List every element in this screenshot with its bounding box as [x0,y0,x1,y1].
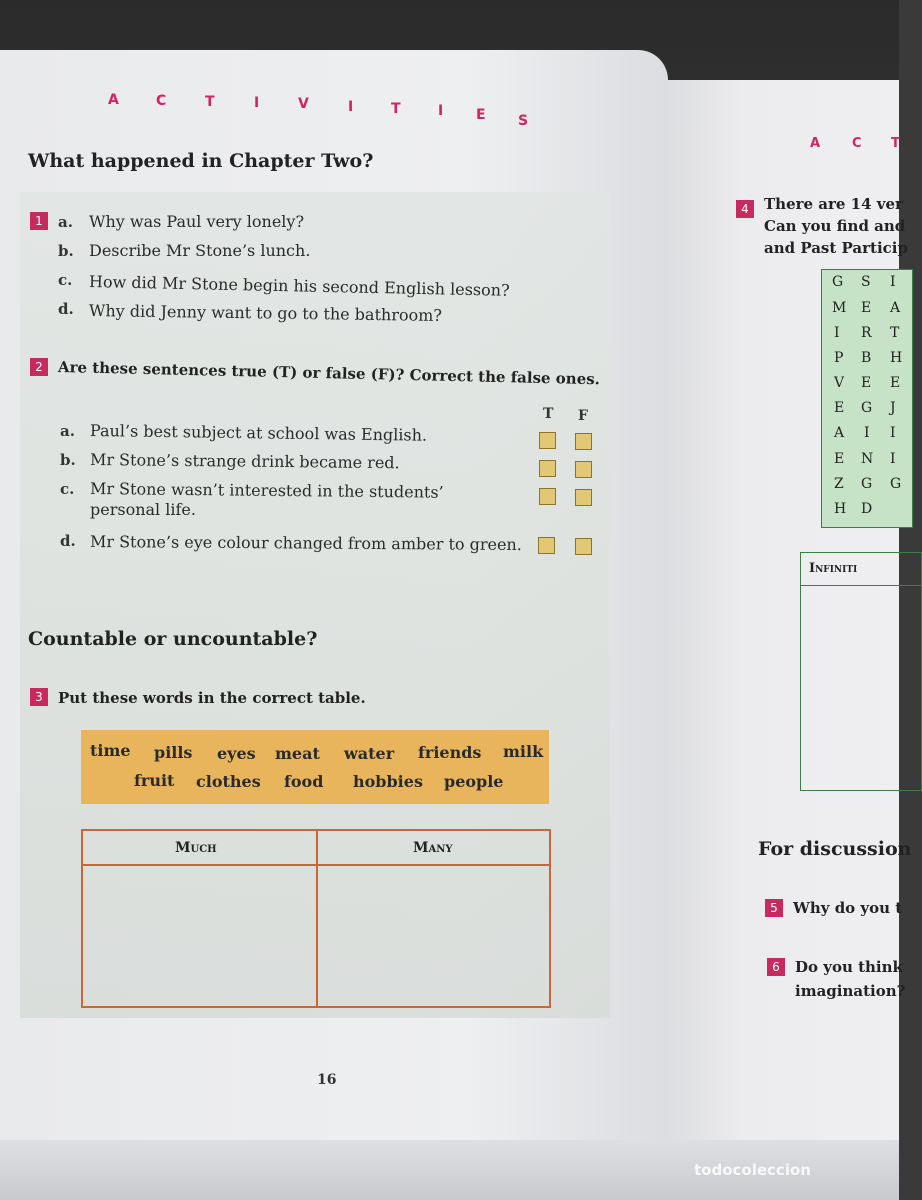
page-number: 16 [317,1072,337,1088]
true-checkbox-a[interactable] [539,432,556,449]
question-number-badge: 6 [767,958,785,976]
table-header-many: Many [413,840,453,856]
grid-row: I R T [834,325,900,341]
statement-text: Mr Stone wasn’t interested in the students’ [89,479,444,502]
true-column-header: T [543,406,554,422]
question-text: Describe Mr Stone’s lunch. [89,241,311,260]
grid-row: Z G G [834,476,902,492]
table-header-row [801,553,921,586]
word-chip: friends [418,743,482,762]
header-letter: E [476,107,486,123]
word-chip: water [344,744,395,763]
header-letter: C [156,93,167,109]
statement-text: Mr Stone’s eye colour changed from amber to green. [89,532,522,555]
question-text: Why did Jenny want to go to the bathroom? [88,301,443,325]
true-checkbox-d[interactable] [538,537,555,554]
header-letter: I [254,95,260,111]
grid-row: P B H [834,350,903,366]
item-letter: d. [58,300,74,318]
word-chip: clothes [196,772,261,791]
question-text: Do you think [795,958,903,976]
table-header-infinitive: Infiniti [809,561,858,576]
header-letter: A [810,136,821,151]
question-number-badge: 3 [30,688,48,706]
item-letter: b. [60,451,76,469]
header-letter: S [518,113,529,129]
question-text: There are 14 ver [764,195,903,213]
much-many-table [81,829,551,1008]
word-chip: milk [503,742,544,761]
grid-row: E G J [834,400,896,416]
header-letter: T [891,136,900,151]
question-instruction: Are these sentences true (T) or false (F)? Correct the false ones. [57,358,601,389]
word-chip: meat [275,744,320,763]
grid-row: V E E [834,375,901,391]
header-letter: T [205,94,215,110]
word-chip: pills [154,743,193,762]
question-text: How did Mr Stone begin his second English lesson? [88,272,510,300]
header-letter: I [438,103,444,119]
false-checkbox-b[interactable] [575,461,592,478]
false-column-header: F [578,408,588,424]
item-letter: b. [58,242,74,260]
item-letter: c. [60,480,75,498]
question-text: Can you find and [764,217,906,235]
grid-row: M E A [832,300,901,316]
word-chip: hobbies [353,772,423,791]
header-letter: C [852,136,862,151]
header-letter: A [108,92,119,108]
question-text: Why do you t [793,899,903,917]
word-search-grid [821,269,913,528]
question-number-badge: 2 [30,358,48,376]
true-checkbox-c[interactable] [539,488,556,505]
question-instruction: Put these words in the correct table. [58,689,366,707]
header-letter: T [391,101,401,117]
question-number-badge: 1 [30,212,48,230]
grid-row: G S I [832,274,896,290]
table-divider [316,831,318,1006]
section-title-discussion: For discussion [758,838,912,860]
item-letter: c. [58,271,73,289]
statement-text: Mr Stone’s strange drink became red. [89,450,400,473]
activities-header [108,90,548,130]
section-title-chapter-two: What happened in Chapter Two? [28,150,374,172]
grid-row: E N I [834,451,896,467]
table-header-much: Much [175,840,217,856]
question-number-badge: 4 [736,200,754,218]
grid-row: H D [834,501,873,517]
word-chip: time [90,741,131,760]
word-chip: fruit [134,771,175,790]
question-text: Why was Paul very lonely? [89,212,305,231]
item-letter: a. [60,422,75,440]
false-checkbox-d[interactable] [575,538,592,555]
question-text-continued: imagination? [795,982,906,1000]
item-letter: a. [58,213,73,231]
grid-row: A I I [834,425,896,441]
word-chip: food [284,772,324,791]
infinitive-table [800,552,922,791]
section-title-countable: Countable or uncountable? [28,628,318,650]
item-letter: d. [60,532,76,550]
question-text: and Past Particip [764,239,908,257]
word-chip: eyes [217,744,256,763]
watermark: todocoleccion [694,1161,811,1179]
true-checkbox-b[interactable] [539,460,556,477]
header-letter: I [348,99,354,115]
word-box [81,730,549,804]
false-checkbox-c[interactable] [575,489,592,506]
false-checkbox-a[interactable] [575,433,592,450]
header-letter: V [298,96,309,112]
statement-text: Paul’s best subject at school was English. [89,421,428,445]
question-number-badge: 5 [765,899,783,917]
statement-text-continued: personal life. [90,500,196,519]
word-chip: people [444,772,504,791]
